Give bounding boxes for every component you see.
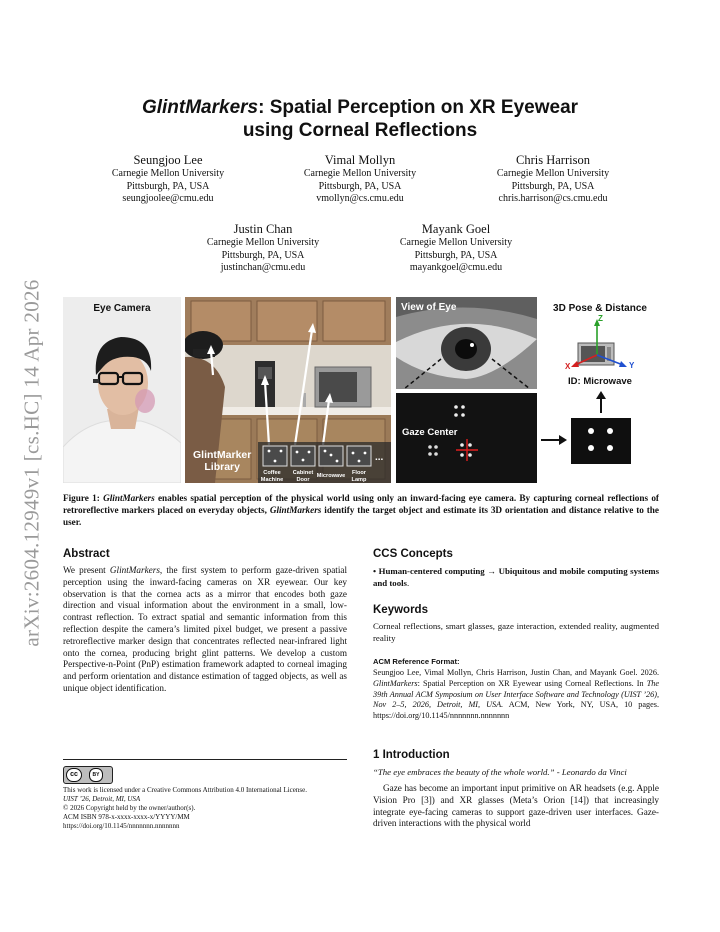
acm-ref-text: Seungjoo Lee, Vimal Mollyn, Chris Harrison, Justin Chan, and Mayank Goel. 2026. GlintMarkers: Spatial Perception on XR Eyewear using Corneal Reflections. In The 39th Annual ACM Symposium on User Interface Software and Technology (UIST ’26), Nov 2–5, 2026, Detroit, MI, USA. ACM, New York, NY, USA, 10 pages. https://doi.org/10.1145/nnnnnnn.nnnnnnn: [373, 668, 660, 721]
eye-camera-label: Eye Camera: [93, 303, 151, 314]
marker-label: Cabinet Door: [292, 470, 314, 483]
intro-heading: 1 Introduction: [373, 749, 450, 761]
person-photo: [63, 297, 181, 483]
acm-ref-heading: ACM Reference Format:: [373, 657, 460, 666]
cc-by-badge: [63, 766, 113, 784]
gaze-center-label: Gaze Center: [402, 427, 458, 438]
footnote-divider: [63, 759, 347, 760]
axis-x-label: X: [565, 362, 571, 371]
figure-caption: Figure 1: GlintMarkers enables spatial perception of the physical world using only an inward-facing eye camera. By capturing corneal reflections of retroreflective markers placed on everyday objects, GlintMarkers identify the target object and estimate its 3D orientation and distance relative to the user.: [63, 493, 659, 527]
by-icon: BY: [89, 768, 103, 782]
abstract-heading: Abstract: [63, 548, 110, 560]
marker-label: Floor Lamp: [351, 470, 367, 483]
author-block: Vimal Mollyn Carnegie Mellon University Pittsburgh, PA, USA vmollyn@cs.cmu.edu: [303, 153, 417, 204]
marker-label: Coffee Machine: [260, 470, 284, 483]
author-block: Seungjoo Lee Carnegie Mellon University Pittsburgh, PA, USA seungjoolee@cmu.edu: [111, 153, 225, 204]
arxiv-stamp: arXiv:2604.12949v1 [cs.HC] 14 Apr 2026: [19, 278, 44, 647]
library-label: GlintMarker Library: [193, 449, 252, 473]
more-markers: ...: [375, 452, 384, 463]
cc-icon: cc: [66, 768, 82, 782]
gaze-center-panel: [396, 393, 537, 483]
marker-label: Microwave: [316, 473, 346, 479]
author-block: Mayank Goel Carnegie Mellon University Pittsburgh, PA, USA mayankgoel@cmu.edu: [399, 222, 513, 273]
keywords-heading: Keywords: [373, 604, 428, 616]
glint-pattern-photo: [396, 393, 537, 483]
intro-text: Gaze has become an important input primitive on AR headsets (e.g. Apple Vision Pro [3]) and XR glasses (Meta’s Orion [14]) that increasingly integrate eye-facing cameras to support gaze-driven user interfaces. Gaze-driven interactions with the physical world: [373, 783, 659, 829]
abstract-text: We present GlintMarkers, the first system to perform gaze-driven spatial perception using the inward-facing cameras on XR eyewear. Our key observation is that the cornea acts as a mirror that encodes both gaze direction and visual information about the environment in a small, low-contrast reflection. To extract spatial and semantic information from this reflection despite the camera’s limited pixel budget, we present a passive retroreflective marker design that concentrates reflected near-infrared light onto the cornea, producing bright glint patterns. We develop a custom Perspective-n-Point (PnP) estimation framework adapted to corneal imaging and perform orientation and distance estimation of tagged objects, as well as unique object identification.: [63, 565, 348, 693]
view-of-eye-label: View of Eye: [401, 302, 457, 313]
pose-title: 3D Pose & Distance: [553, 303, 647, 314]
paper-title: GlintMarkers: Spatial Perception on XR Eyewear using Corneal Reflections: [141, 97, 579, 141]
license-text: This work is licensed under a Creative Commons Attribution 4.0 International License. UIST ’26, Detroit, MI, USA © 2026 Copyright held by the owner/author(s). ACM ISBN 978-x-xxxx-xxxx-x/YYYY/MM https://doi.org/10.1145/nnnnnnn.nnnnnnn: [63, 786, 307, 830]
author-block: Justin Chan Carnegie Mellon University Pittsburgh, PA, USA justinchan@cmu.edu: [206, 222, 320, 273]
keywords-text: Corneal reflections, smart glasses, gaze interaction, extended reality, augmented reality: [373, 621, 659, 643]
view-of-eye-panel: [396, 297, 537, 389]
axis-z-label: Z: [598, 314, 603, 323]
kitchen-scene-panel: [185, 297, 391, 483]
ccs-text: • Human-centered computing → Ubiquitous and mobile computing systems and tools.: [373, 566, 659, 588]
pose-diagram: [541, 297, 659, 483]
pose-panel: [541, 297, 659, 483]
ccs-heading: CCS Concepts: [373, 548, 453, 560]
eye-camera-panel: [63, 297, 181, 483]
id-label: ID: Microwave: [568, 376, 632, 387]
intro-quote: “The eye embraces the beauty of the whole world.” - Leonardo da Vinci: [373, 767, 627, 777]
axis-y-label: Y: [629, 361, 635, 370]
author-block: Chris Harrison Carnegie Mellon University Pittsburgh, PA, USA chris.harrison@cs.cmu.edu: [496, 153, 610, 204]
